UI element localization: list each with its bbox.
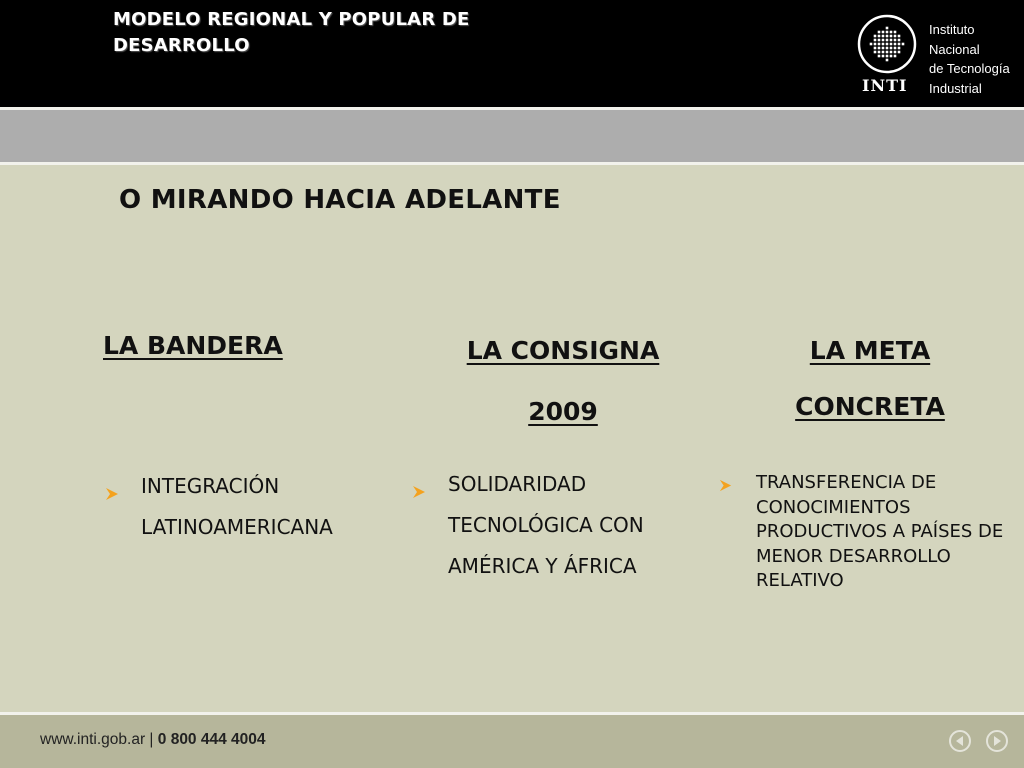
- arrow-bullet-icon: [718, 476, 756, 501]
- bullet-text: SOLIDARIDAD TECNOLÓGICA CON AMÉRICA Y ÁFRICA: [448, 472, 644, 578]
- previous-slide-icon: [951, 732, 969, 750]
- footer-separator: |: [149, 731, 154, 748]
- footer-bar: [0, 715, 1024, 768]
- bullet-text: INTEGRACIÓN LATINOAMERICANA: [141, 474, 333, 539]
- bullet-item-meta: [718, 471, 1018, 594]
- divider: [0, 162, 1024, 165]
- logo-abbreviation: INTI: [862, 76, 908, 95]
- previous-slide-button[interactable]: [949, 730, 971, 752]
- slide-title: O MIRANDO HACIA ADELANTE: [119, 185, 561, 215]
- logo-name-line: Industrial: [929, 80, 982, 96]
- footer-contact: [40, 731, 266, 749]
- logo-name-line: de Tecnología: [929, 61, 1010, 76]
- header-bar: [0, 0, 1024, 107]
- next-slide-button[interactable]: [986, 730, 1008, 752]
- logo-name-line: Instituto: [929, 22, 975, 37]
- gray-band: [0, 110, 1024, 162]
- footer-phone: 0 800 444 4004: [157, 731, 266, 748]
- inti-logo: [857, 14, 1017, 98]
- bullet-item-consigna: [411, 464, 701, 587]
- arrow-bullet-icon: [411, 473, 448, 514]
- bullet-text: TRANSFERENCIA DE CONOCIMIENTOS PRODUCTIVOS A PAÍSES DE MENOR DESARROLLO RELATIVO: [756, 472, 1004, 591]
- column-heading-bandera: LA BANDERA: [103, 331, 283, 360]
- column-heading-meta: LA META CONCRETA: [795, 336, 945, 421]
- arrow-bullet-icon: [104, 475, 141, 516]
- logo-name-line: Nacional: [929, 41, 980, 57]
- inti-logo-icon: [857, 14, 917, 74]
- header-title: MODELO REGIONAL Y POPULAR DE DESARROLLO: [113, 9, 470, 56]
- logo-institution-name: [929, 20, 1010, 98]
- bullet-item-bandera: [104, 466, 394, 548]
- next-slide-icon: [988, 732, 1006, 750]
- footer-website: www.inti.gob.ar: [40, 731, 146, 748]
- column-heading-consigna: LA CONSIGNA 2009: [466, 336, 660, 426]
